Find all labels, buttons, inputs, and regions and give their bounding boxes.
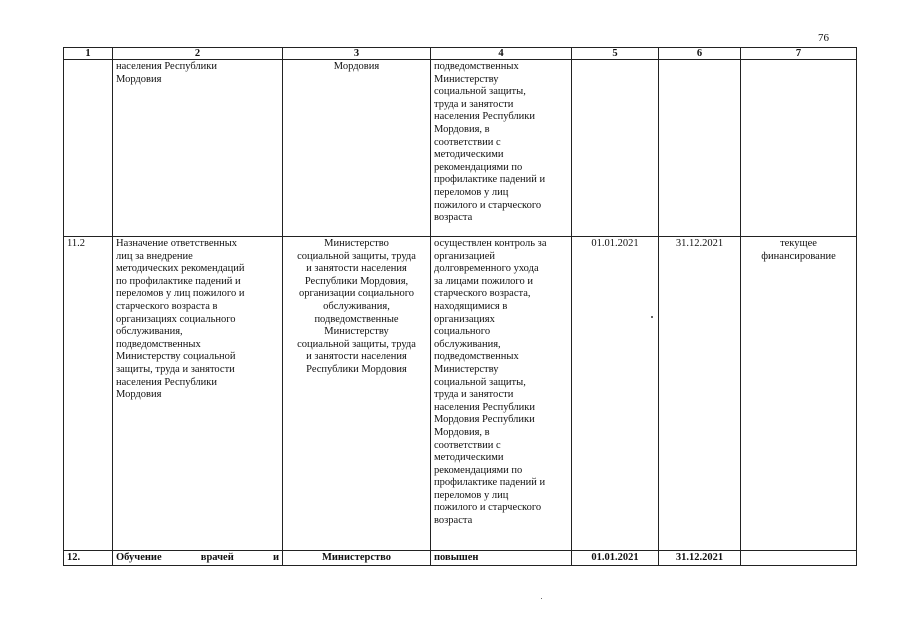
measure-cell: Обучение врачей и [113,551,283,566]
result-cell: подведомственных Министерству социальной защиты, труда и занятости населения Республики Мордовия, в соответствии с методическими рекомендациями по профилактике падений и переломов у лиц пожилого и старческого возраста [431,60,572,237]
measure-cell: населения Республики Мордовия [113,60,283,237]
header-cell: 3 [283,48,431,60]
row-number [64,60,113,237]
plan-table [63,47,857,566]
header-row [64,48,857,60]
end-date-cell: 31.12.2021 [659,237,741,551]
row-number: 11.2 [64,237,113,551]
funding-cell: текущее финансирование [741,237,857,551]
funding-cell [741,551,857,566]
executor-cell: Министерство [283,551,431,566]
header-cell: 6 [659,48,741,60]
start-date-cell: 01.01.2021 [572,237,659,551]
measure-cell: Назначение ответственных лиц за внедрение методических рекомендаций по профилактике падений и переломов у лиц пожилого и старческого возраста в организациях социального обслуживания, подведомственных Министерству социальной защиты, труда и занятости населения Республики Мордовия [113,237,283,551]
executor-cell: Мордовия [283,60,431,237]
result-cell: осуществлен контроль за организацией долговременного ухода за лицами пожилого и старческого возраста, находящимися в организациях социального обслуживания, подведомственных Министерству социальной защиты, труда и занятости населения Республики Мордовия Республики Мордовия, в соответствии с методическими рекомендациями по профилактике падений и переломов у лиц пожилого и старческого возраста [431,237,572,551]
table-row [64,551,857,566]
scan-speck [651,316,653,318]
executor-cell: Министерство социальной защиты, труда и занятости населения Республики Мордовия, организации социального обслуживания, подведомственные Министерству социальной защиты, труда и занятости населения Республики Мордовия [283,237,431,551]
end-date-cell: 31.12.2021 [659,551,741,566]
table-row [64,60,857,237]
result-cell: повышен [431,551,572,566]
start-date-cell [572,60,659,237]
header-cell: 4 [431,48,572,60]
table-row [64,237,857,551]
page-number: 76 [818,32,829,44]
header-cell: 1 [64,48,113,60]
end-date-cell [659,60,741,237]
start-date-cell: 01.01.2021 [572,551,659,566]
funding-cell [741,60,857,237]
header-cell: 5 [572,48,659,60]
scan-speck [541,598,542,599]
header-cell: 2 [113,48,283,60]
row-number: 12. [64,551,113,566]
header-cell: 7 [741,48,857,60]
